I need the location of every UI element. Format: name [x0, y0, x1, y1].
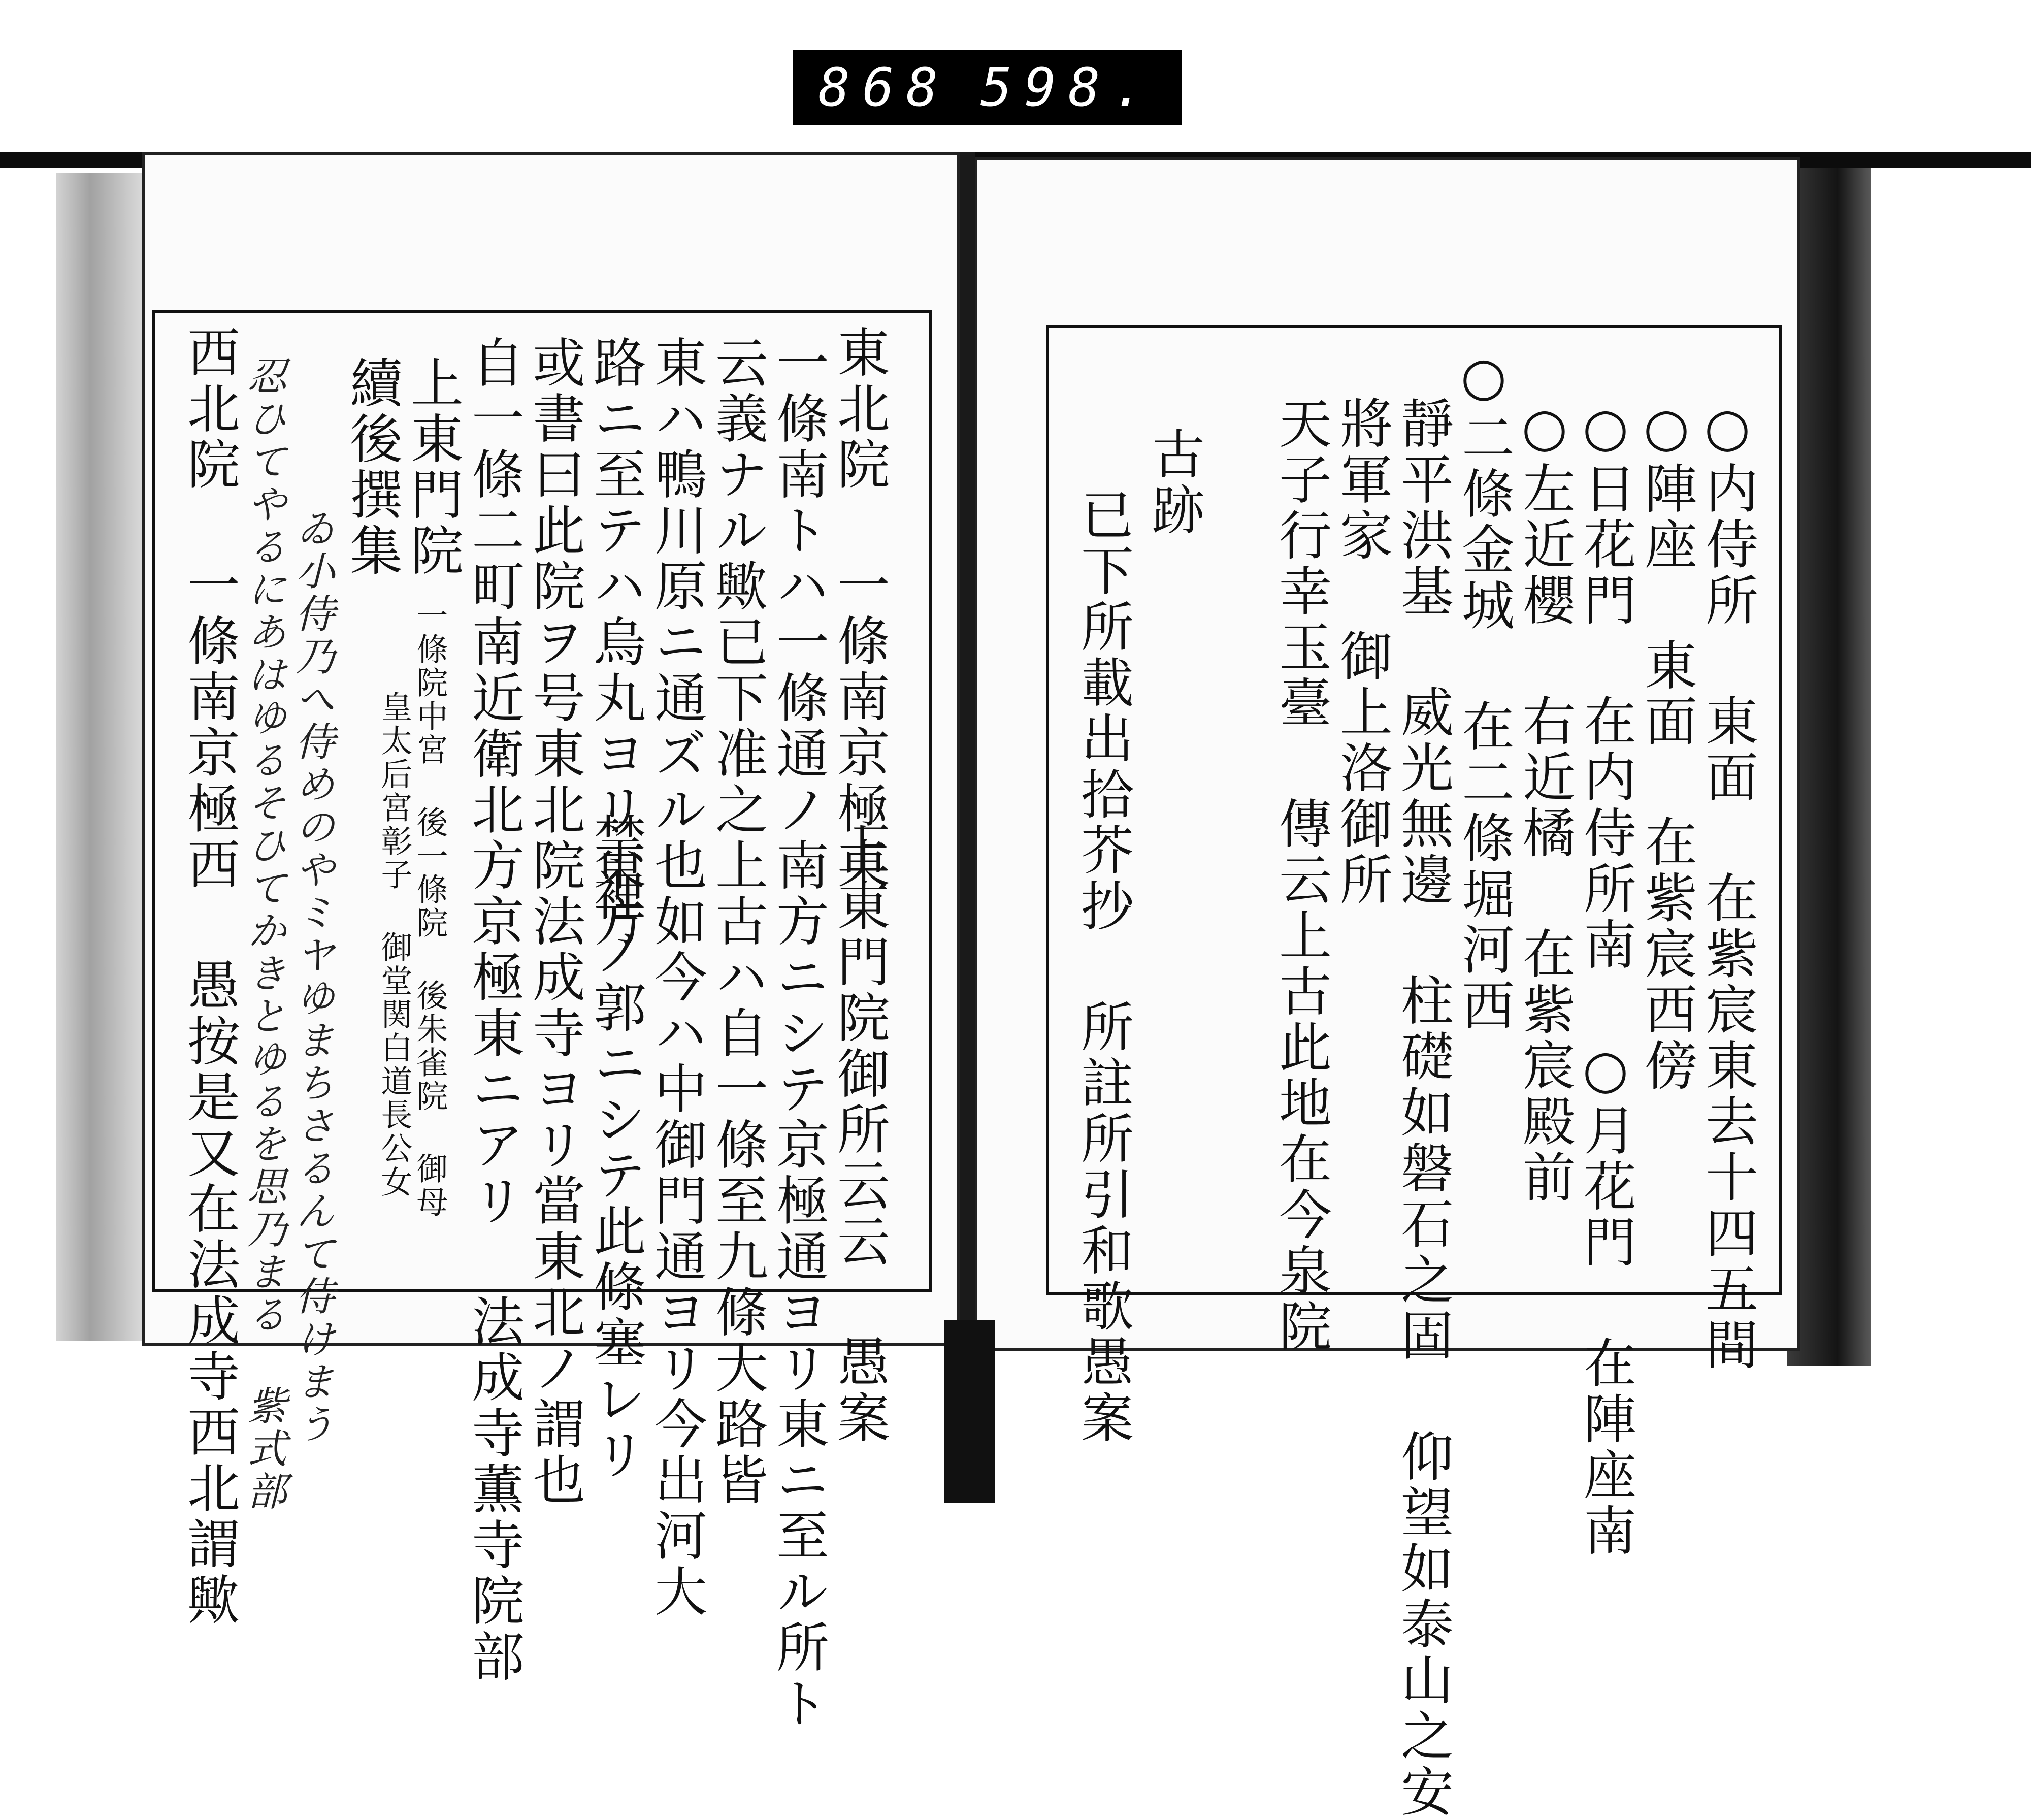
right-col-6: 靜平洪基 威光無邊 柱礎如磐石之固 仰望如泰山之安	[1392, 396, 1454, 1820]
right-col-5: ○二條金城 在二條堀河西	[1453, 345, 1515, 1034]
left-col-10: 西北院 一條南京極西 愚按是又在法成寺西北謂歟	[178, 325, 240, 1628]
left-poem-line-1: ゐ小侍乃へ侍めのやミヤゆまちさるんて侍けまう	[289, 508, 335, 1446]
catalog-number-tag	[793, 50, 1182, 125]
right-col-1: ○内侍所 東面 在紫宸東去十四五間	[1696, 396, 1758, 1373]
left-col-8b: 一條院中宮 後一條院 後朱雀院 御母	[411, 599, 448, 1219]
left-col-1b: 上東門院御所云云 愚案	[828, 823, 890, 1446]
book-gutter	[960, 152, 975, 1346]
right-col-3: ○日花門 在内侍所南 ○月花門 在陣座南	[1575, 396, 1636, 1559]
left-col-1: 東北院 一條南京極東	[828, 325, 890, 893]
tag-number-left: 868	[818, 56, 951, 118]
left-poem-line-2: 忍ひてやるにあはゆるそひてかきとゆるを思乃まる 紫式部	[241, 355, 286, 1513]
left-col-4: 東ハ鴨川原ニ通ズル也如今ハ中御門通ヨリ今出河大	[645, 335, 707, 1620]
left-col-9: 續後撰集	[341, 355, 403, 579]
scan-right-bar	[1838, 152, 2031, 164]
left-col-7: 自一條二町南近衛北方京極東ニアリ 法成寺薫寺院部	[463, 335, 525, 1685]
tag-number-right: 598.	[980, 56, 1157, 118]
right-col-2: ○陣座 東面 在紫宸西傍	[1635, 396, 1697, 1094]
right-col-8: 天子行幸玉臺 傳云上古此地在今泉院	[1270, 396, 1332, 1355]
right-col-4: ○左近櫻 右近橘 在紫宸殿前	[1514, 396, 1576, 1206]
left-col-3: 云義ナル歟已下准之上古ハ自一條至九條大路皆	[706, 335, 768, 1508]
left-book-edge	[56, 173, 142, 1341]
left-col-8c: 皇太后宮彰子 御堂関白道長公女	[376, 691, 413, 1199]
binding-stripe	[944, 1320, 995, 1503]
left-col-5b: 禁裡ノ郭ニシテ此條塞レリ	[584, 812, 646, 1483]
right-col-10: 已下所載出拾芥抄 所註所引和歌愚案	[1072, 488, 1134, 1446]
right-col-9: 古跡	[1143, 427, 1205, 538]
left-col-6: 或書曰此院ヲ号東北院法成寺ヨリ當東北ノ謂也	[523, 335, 585, 1508]
right-col-7: 將軍家 御上洛御所	[1331, 396, 1393, 908]
left-col-8: 上東門院	[402, 355, 464, 579]
left-col-5: 路ニ至テハ烏丸ヨリ東方	[584, 335, 646, 950]
left-col-2: 一條南トハ一條通ノ南方ニシテ京極通ヨリ東ニ至ル所ト	[767, 335, 829, 1732]
